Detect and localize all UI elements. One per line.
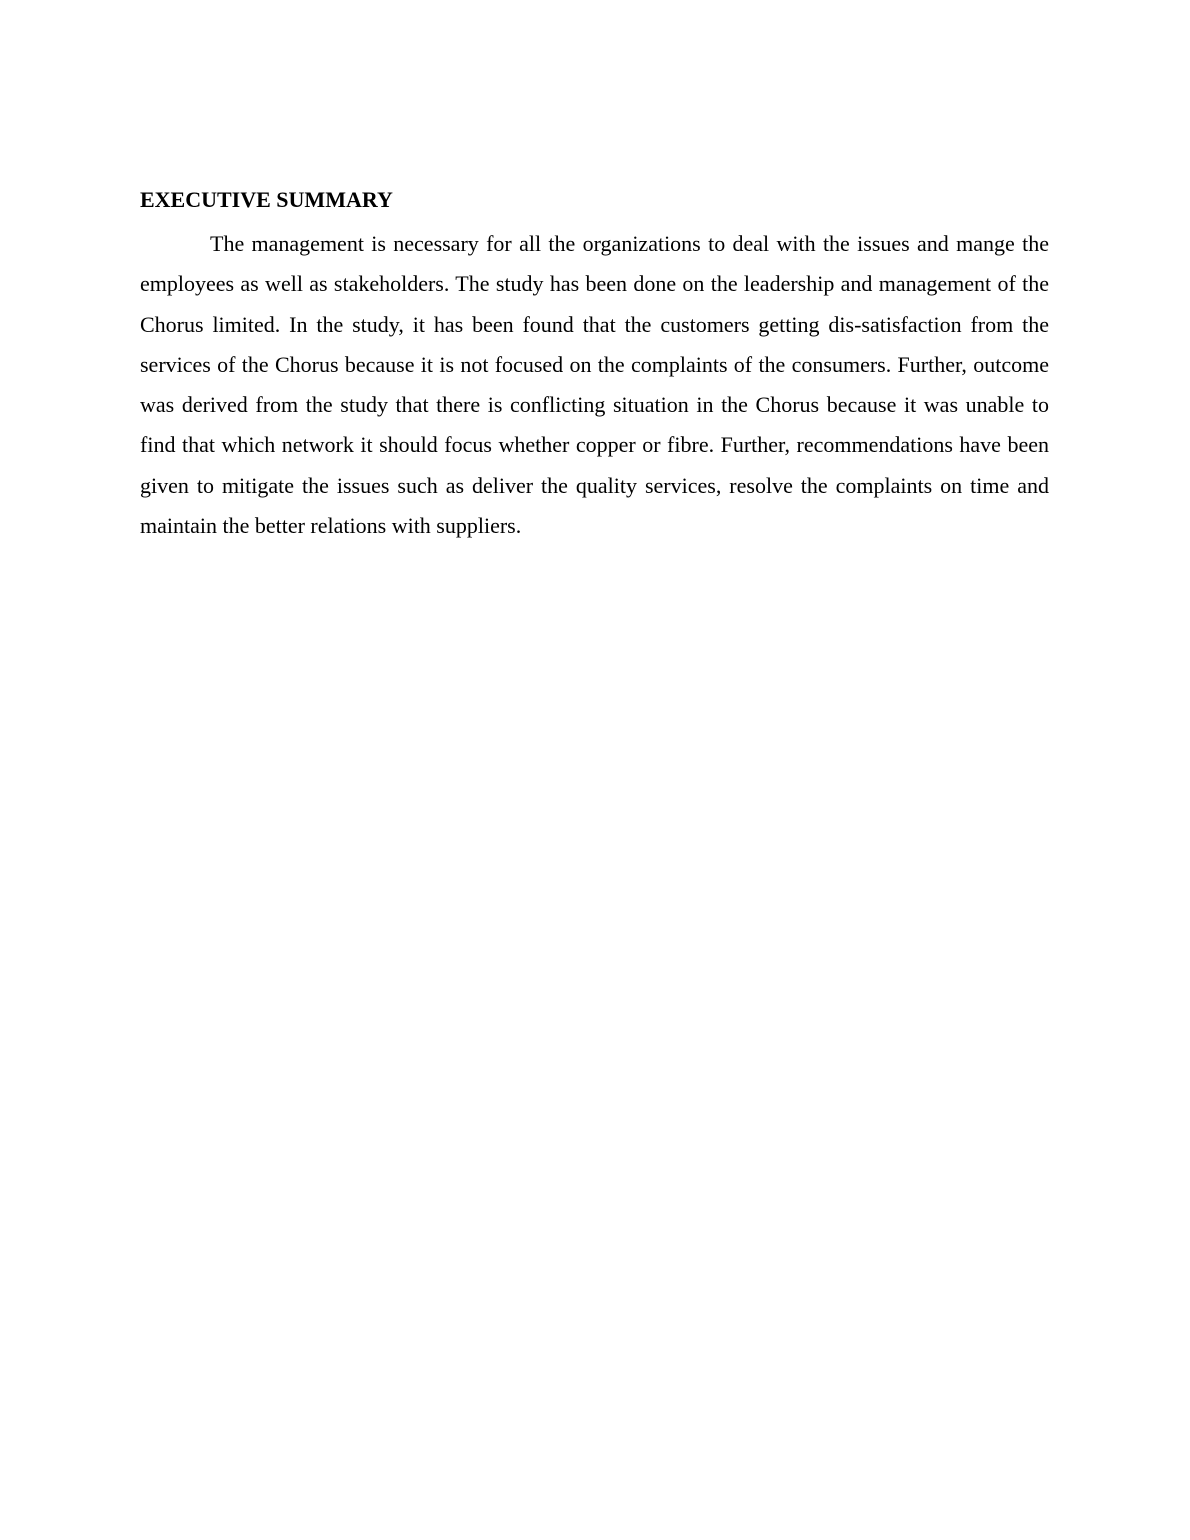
- executive-summary-section: [140, 184, 1049, 546]
- summary-paragraph: The management is necessary for all the organizations to deal with the issues and mange the employees as well as stakeholders. The study has been done on the leadership and management of the Chorus limited. In the study, it has been found that the customers getting dis-satisfaction from the services of the Chorus because it is not focused on the complaints of the consumers. Further, outcome was derived from the study that there is conflicting situation in the Chorus because it was unable to find that which network it should focus whether copper or fibre. Further, recommendations have been given to mitigate the issues such as deliver the quality services, resolve the complaints on time and maintain the better relations with suppliers.: [140, 231, 1049, 539]
- section-heading: EXECUTIVE SUMMARY: [140, 187, 393, 212]
